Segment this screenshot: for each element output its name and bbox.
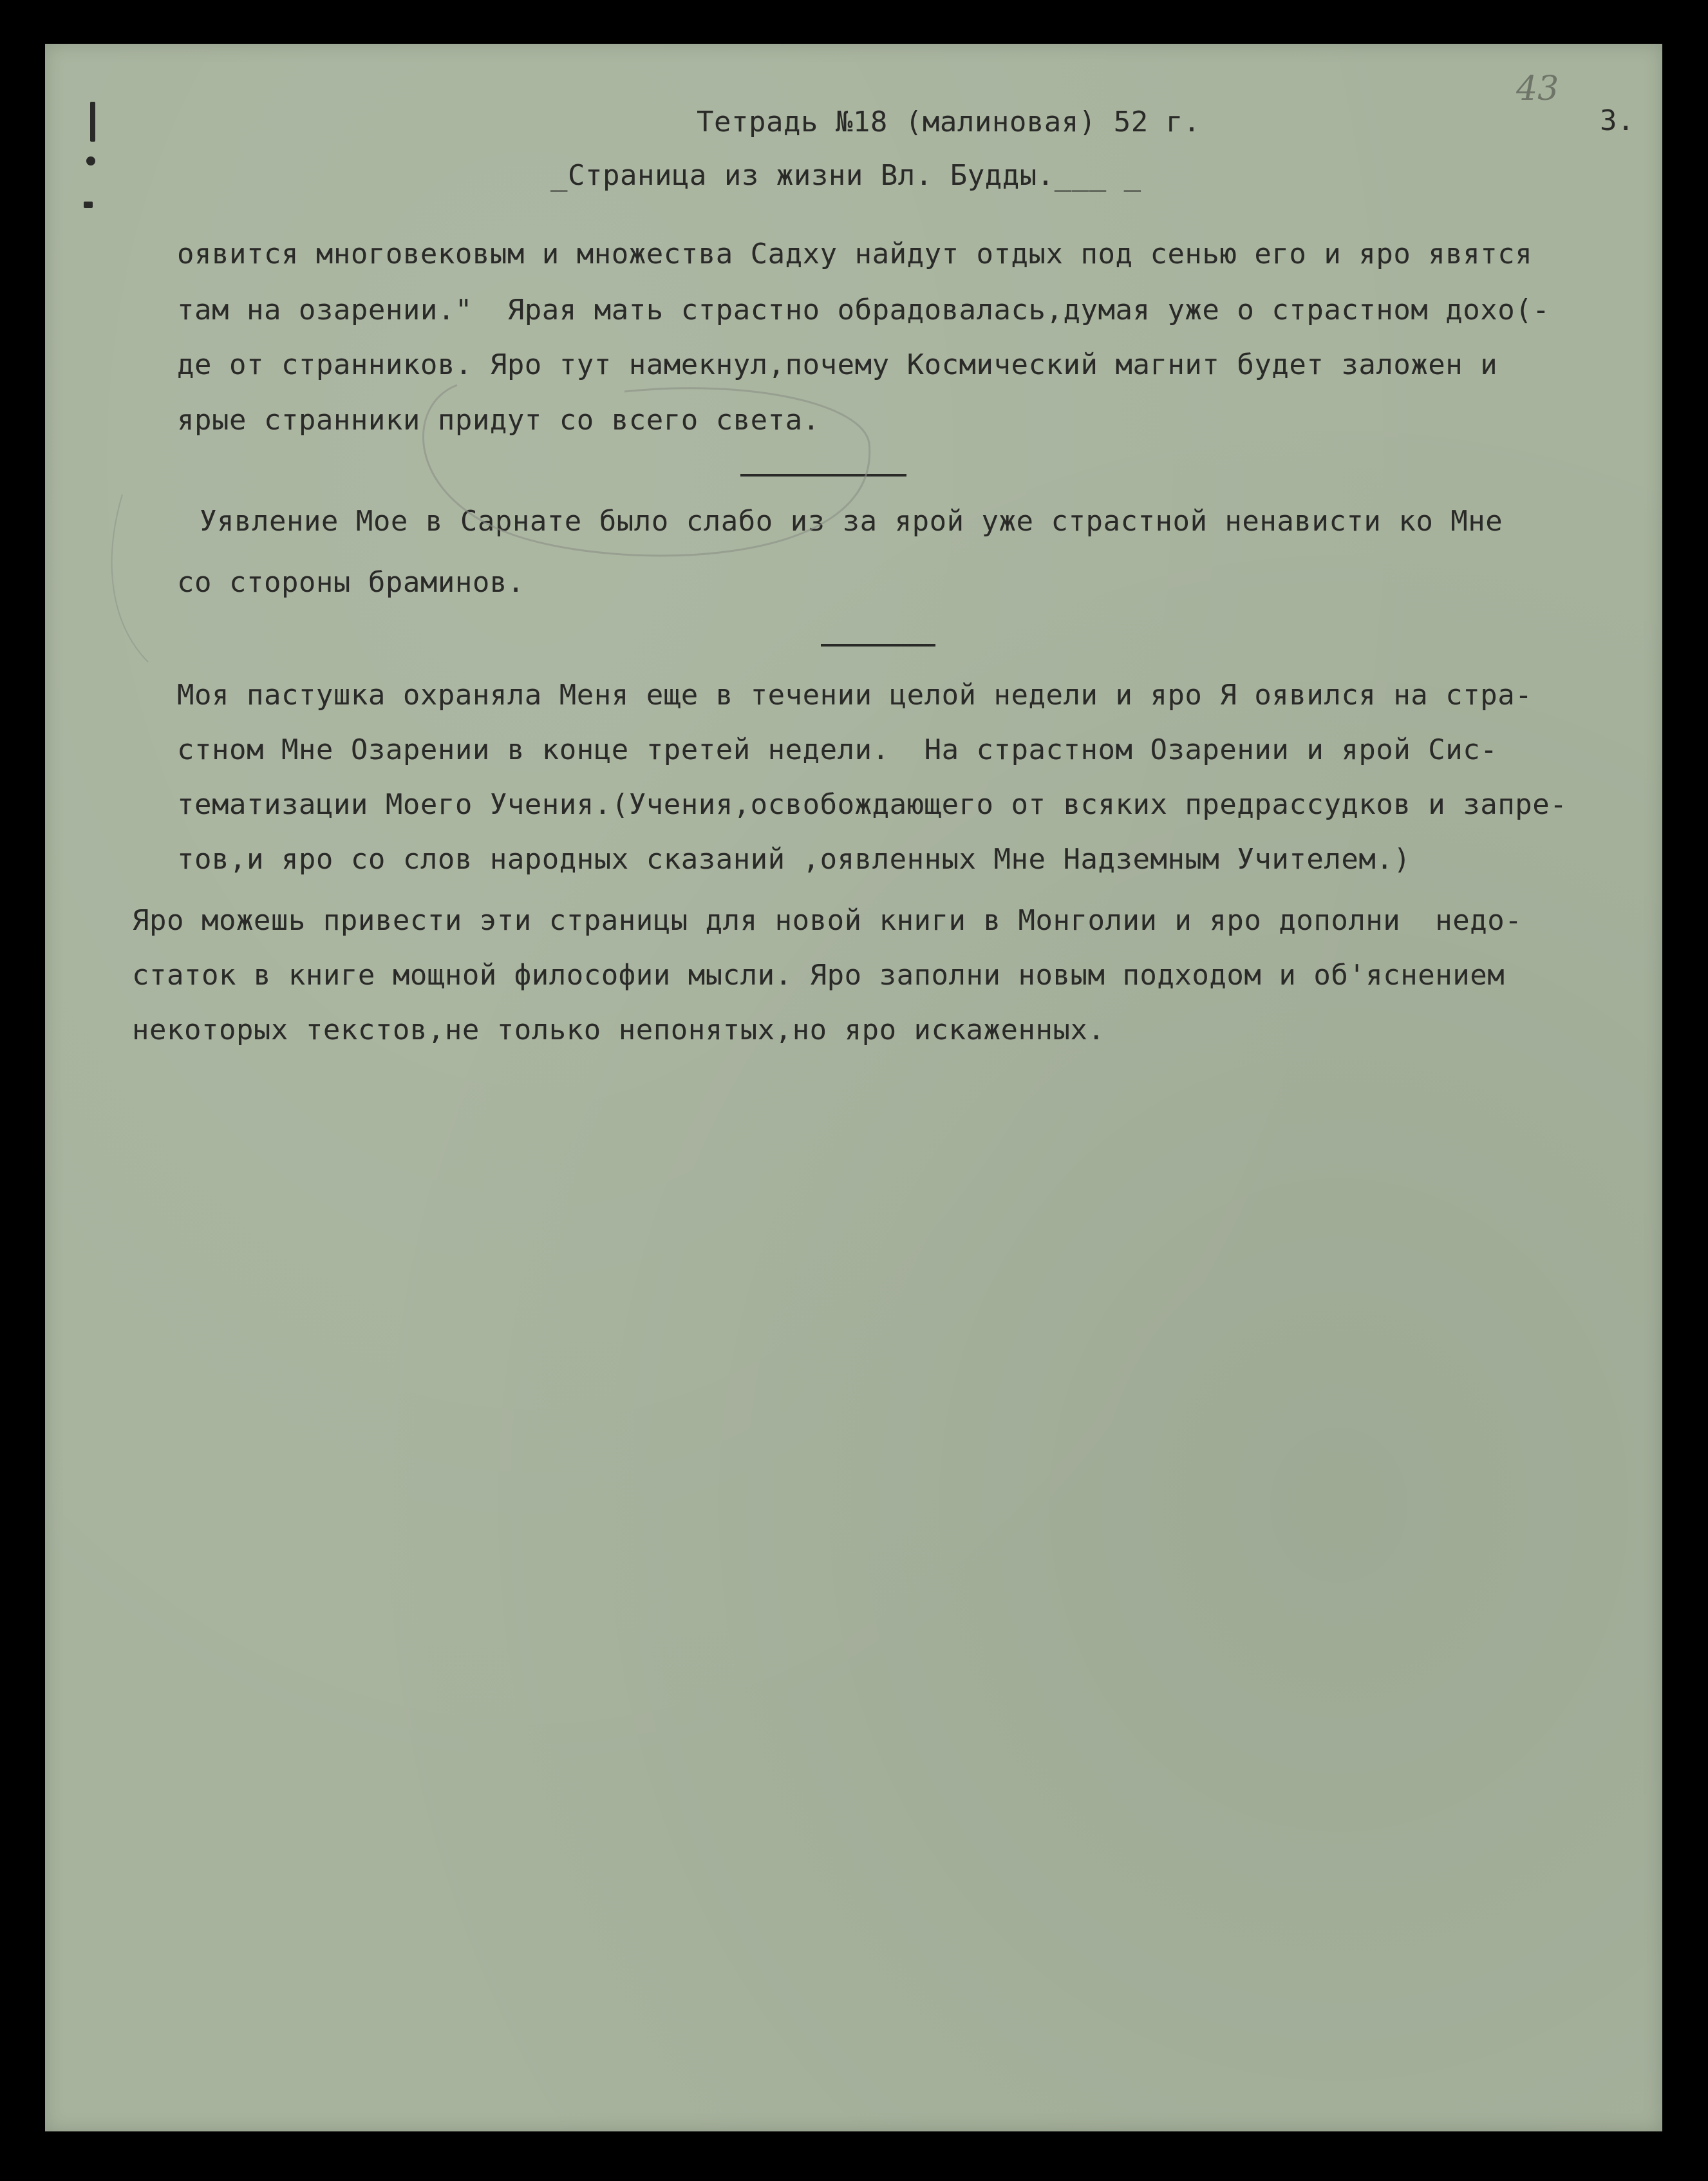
paragraph-1-line-2: там на озарении." Ярая мать страстно обрадовалась,думая уже о страстном дохо(-: [177, 294, 1550, 326]
document-page: [45, 44, 1662, 2131]
paragraph-3-line-3: тематизации Моего Учения.(Учения,освобождающего от всяких предрассудков и запре-: [177, 788, 1568, 821]
paragraph-4-line-3: некоторых текстов,не только непонятых,но яро искаженных.: [132, 1014, 1105, 1046]
paragraph-4-line-2: статок в книге мощной философии мысли. Яро заполни новым подходом и об'яснением: [132, 959, 1505, 992]
paragraph-1-line-1: оявится многовековым и множества Садху найдут отдых под сенью его и яро явятся: [177, 238, 1533, 270]
page-number: 3.: [1600, 104, 1635, 137]
binding-hole-mark: [90, 102, 95, 142]
section-separator: [821, 644, 935, 647]
paragraph-1-line-3: де от странников. Яро тут намекнул,почему Космический магнит будет заложен и: [177, 348, 1498, 381]
section-separator: [740, 474, 906, 477]
paragraph-3-line-4: тов,и яро со слов народных сказаний ,оявленных Мне Надземным Учителем.): [177, 843, 1411, 876]
page-subtitle: _Страница из жизни Вл. Будды.___ _: [550, 159, 1141, 192]
paragraph-1-line-4: ярые странники придут со всего света.: [177, 404, 820, 437]
paragraph-3-line-1: Моя пастушка охраняла Меня еще в течении целой недели и яро Я оявился на стра-: [177, 679, 1533, 712]
paragraph-2-line-2: со стороны браминов.: [177, 566, 525, 599]
paragraph-4-line-1: Яро можешь привести эти страницы для новой книги в Монголии и яро дополни недо-: [132, 904, 1523, 937]
paragraph-3-line-2: стном Мне Озарении в конце третей недели. На страстном Озарении и ярой Сис-: [177, 733, 1498, 766]
notebook-heading: Тетрадь №18 (малиновая) 52 г.: [697, 106, 1201, 138]
archive-page-number: 43: [1516, 70, 1559, 108]
binding-hole-mark: [86, 156, 95, 165]
paragraph-2-line-1: Уявление Мое в Сарнате было слабо из за ярой уже страстной ненависти ко Мне: [200, 505, 1503, 538]
binding-hole-mark: [84, 202, 93, 208]
